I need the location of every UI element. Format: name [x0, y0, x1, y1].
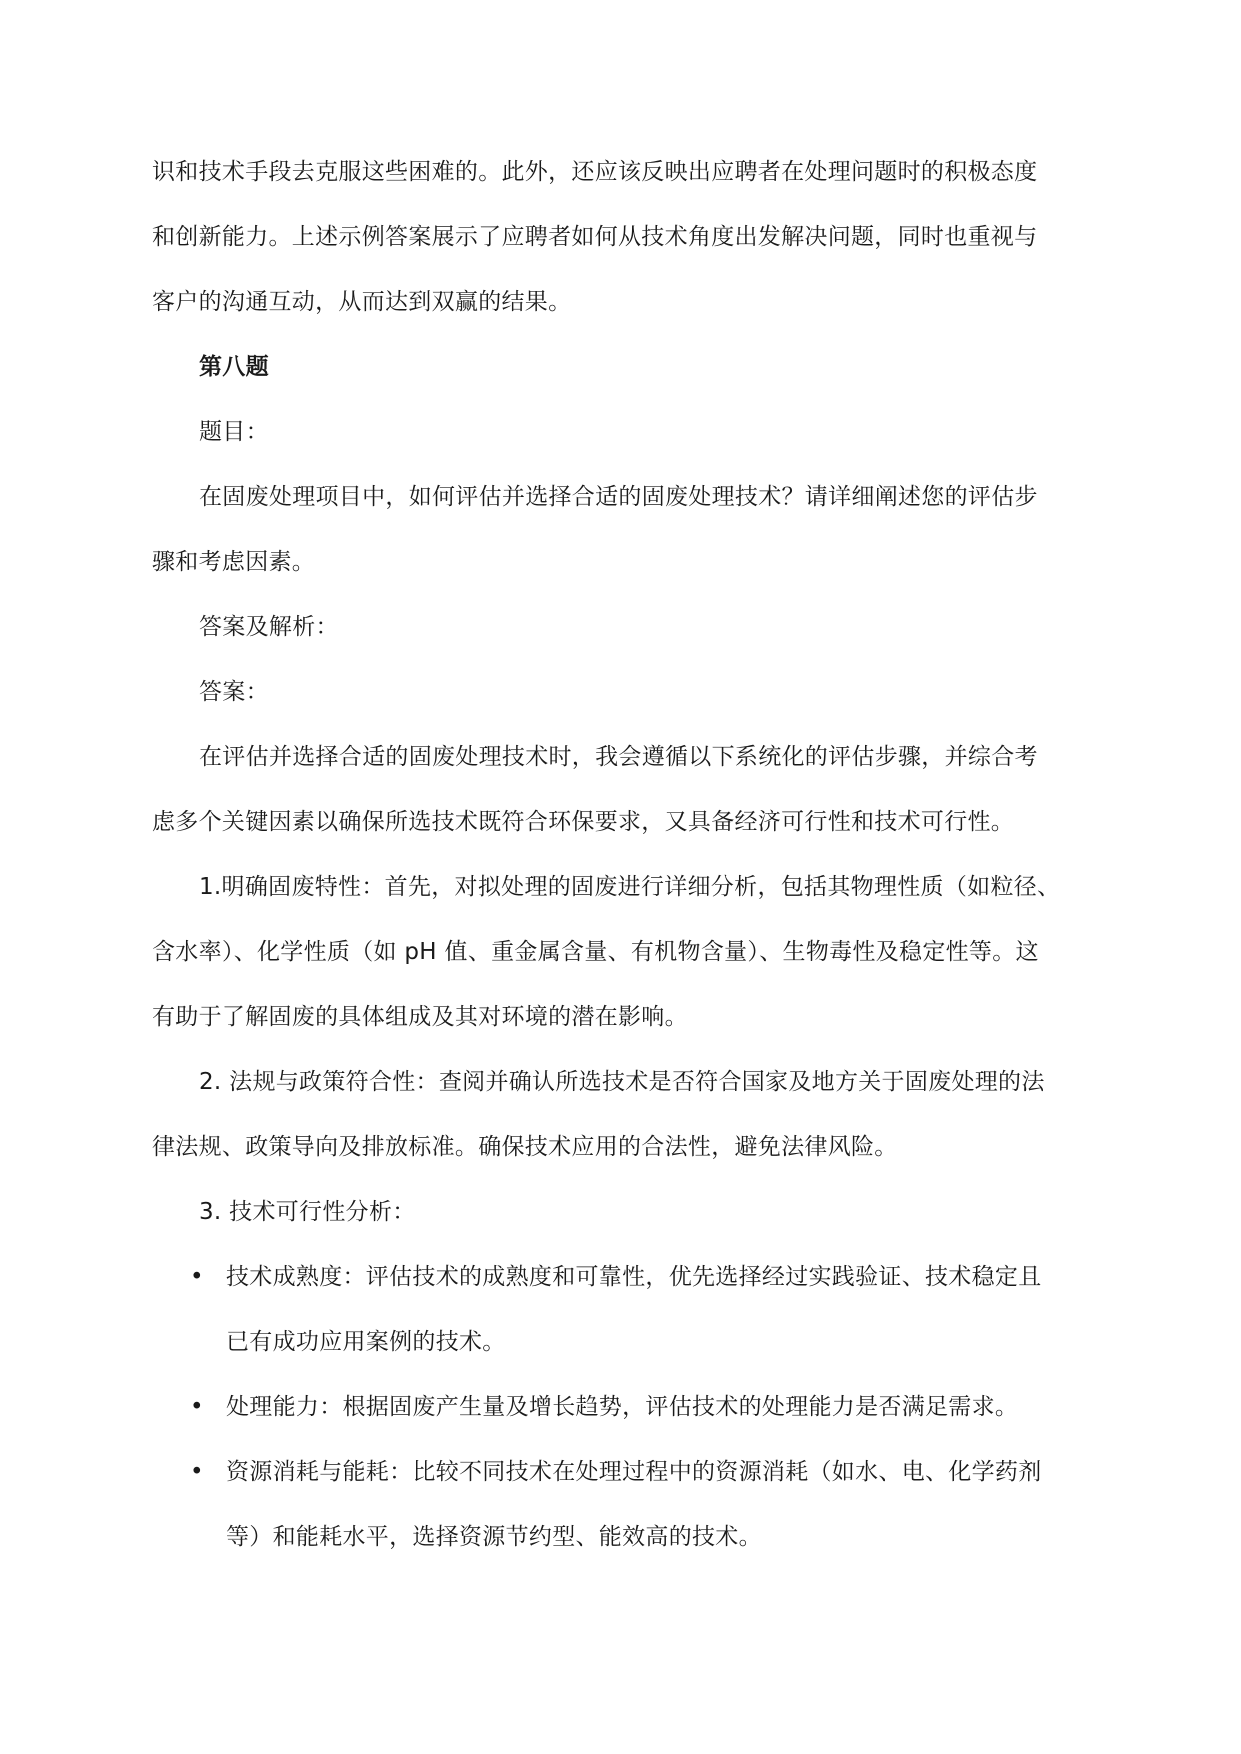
step-1: 1.明确固废特性：首先，对拟处理的固废进行详细分析，包括其物理性质（如粒径、 [199, 874, 1061, 900]
bullet-icon: • [190, 1264, 204, 1290]
answer-label: 答案： [199, 679, 269, 705]
answer-text: 在评估并选择合适的固废处理技术时，我会遵循以下系统化的评估步骤，并综合考 [199, 744, 1038, 770]
question-text: 骤和考虑因素。 [152, 549, 316, 575]
bullet-text: 技术成熟度：评估技术的成熟度和可靠性，优先选择经过实践验证、技术稳定且 [226, 1264, 1042, 1290]
list-item [152, 1440, 1092, 1570]
bullet-icon: • [190, 1394, 204, 1420]
bullet-text: 处理能力：根据固废产生量及增长趋势，评估技术的处理能力是否满足需求。 [226, 1394, 1019, 1420]
answer-text: 虑多个关键因素以确保所选技术既符合环保要求，又具备经济可行性和技术可行性。 [152, 809, 1015, 835]
document-page [152, 140, 1092, 1570]
question-label: 题目： [199, 419, 269, 445]
list-item [152, 1375, 1092, 1440]
step-1-cont: 含水率）、化学性质（如 pH 值、重金属含量、有机物含量）、生物毒性及稳定性等。这 [152, 939, 1039, 965]
step-2-cont: 律法规、政策导向及排放标准。确保技术应用的合法性，避免法律风险。 [152, 1134, 898, 1160]
list-item [152, 1245, 1092, 1375]
section-heading: 第八题 [199, 354, 269, 380]
bullet-list [152, 1245, 1092, 1570]
step-1-cont: 有助于了解固废的具体组成及其对环境的潜在影响。 [152, 1004, 688, 1030]
bullet-icon: • [190, 1459, 204, 1485]
step-3: 3. 技术可行性分析： [199, 1199, 416, 1225]
paragraph-line: 和创新能力。上述示例答案展示了应聘者如何从技术角度出发解决问题，同时也重视与 [152, 224, 1038, 250]
paragraph-line: 客户的沟通互动，从而达到双赢的结果。 [152, 289, 572, 315]
bullet-text: 资源消耗与能耗：比较不同技术在处理过程中的资源消耗（如水、电、化学药剂 [226, 1459, 1042, 1485]
bullet-text: 已有成功应用案例的技术。 [226, 1329, 506, 1355]
question-text: 在固废处理项目中，如何评估并选择合适的固废处理技术？请详细阐述您的评估步 [199, 484, 1038, 510]
step-2: 2. 法规与政策符合性：查阅并确认所选技术是否符合国家及地方关于固废处理的法 [199, 1069, 1045, 1095]
answer-analysis-label: 答案及解析： [199, 614, 339, 640]
paragraph-line: 识和技术手段去克服这些困难的。此外，还应该反映出应聘者在处理问题时的积极态度 [152, 159, 1038, 185]
bullet-text: 等）和能耗水平，选择资源节约型、能效高的技术。 [226, 1524, 762, 1550]
